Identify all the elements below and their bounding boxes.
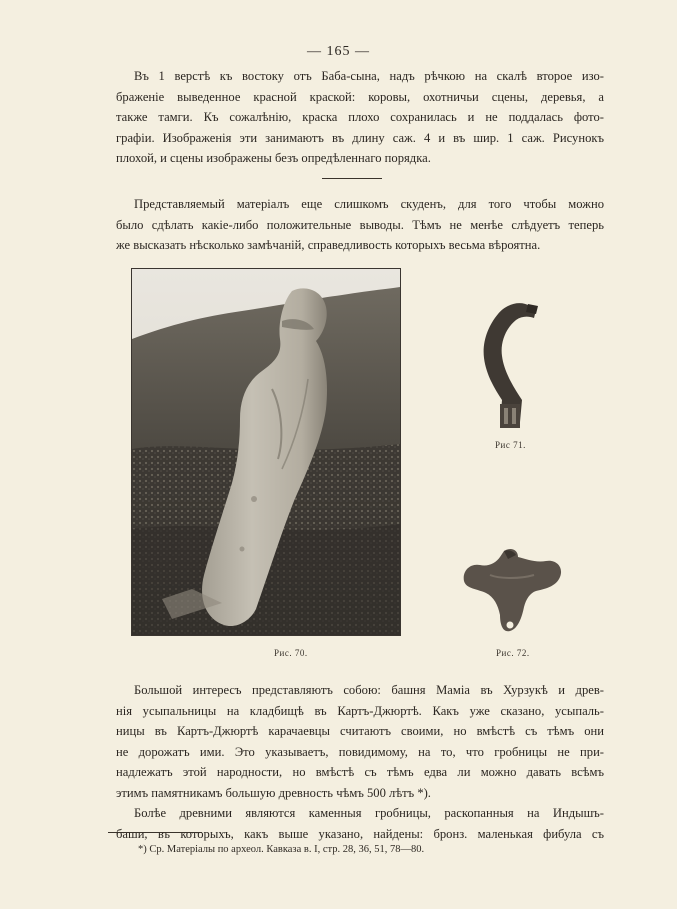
figure-70-photo — [131, 268, 401, 636]
text-line: Представляемый матеріалъ еще слишкомъ скуденъ, для того чтобы можно — [134, 197, 604, 211]
text-line: этимъ памятникамъ большую древность чѣмъ 500 лѣтъ *). — [116, 785, 431, 800]
text-line: надлежатъ этой народности, но вмѣстѣ съ тѣмъ едва ли можно давать всѣмъ — [116, 765, 604, 779]
text-line: графіи. Изображенія эти занимаютъ въ длину саж. 4 и въ шир. 1 саж. Рисунокъ — [116, 130, 604, 145]
figure-70-caption: Рис. 70. — [274, 648, 308, 658]
paragraph-2 — [116, 194, 604, 256]
text-line: Въ 1 верстѣ къ востоку отъ Баба-сына, надъ рѣчкою на скалѣ второе изо- — [134, 69, 604, 83]
text-line: также тамги. Къ сожалѣнію, краска плохо сохранилась и не поддалась фото- — [116, 110, 604, 124]
text-line: было сдѣлать какіе-либо положительные выводы. Тѣмъ не менѣе слѣдуетъ теперь — [116, 217, 604, 232]
figure-71-bronze-hook — [470, 296, 550, 438]
stone-statue-image — [132, 269, 400, 635]
section-divider — [322, 178, 382, 179]
text-line: ницы въ Картъ-Джюртѣ карачаевцы считаютъ своими, но вмѣстѣ съ тѣмъ они — [116, 724, 604, 738]
figure-72-bird-fibula — [460, 545, 566, 635]
paragraph-3 — [116, 680, 604, 844]
text-line: Большой интересъ представляютъ собою: башня Маміа въ Хурзукѣ и древ- — [134, 683, 604, 697]
paragraph-1 — [116, 66, 604, 169]
figure-71-caption: Рис 71. — [495, 440, 526, 450]
text-line: плохой, и сцены изображены безъ опредѣленнаго порядка. — [116, 151, 431, 165]
page-number: — 165 — — [307, 44, 370, 59]
text-line: браженіе выведенное красной краской: коровы, охотничьи сцены, деревья, а — [116, 89, 604, 104]
footnote: *) Ср. Матеріалы по археол. Кавказа в. I, стр. 28, 36, 51, 78—80. — [138, 844, 425, 855]
text-line: нія усыпальницы на кладбищѣ въ Картъ-Джюртѣ. Какъ уже сказано, усыпаль- — [116, 703, 604, 718]
figure-72-caption: Рис. 72. — [496, 648, 530, 658]
text-line: не дорожатъ ими. Это указываетъ, повидимому, на то, что гробницы не при- — [116, 744, 604, 759]
text-line: же высказать нѣсколько замѣчаній, справедливость которыхъ весьма вѣроятна. — [116, 238, 541, 252]
footnote-divider — [108, 832, 202, 833]
text-line: Болѣе древними являются каменныя гробницы, раскопанныя на Индышъ- — [134, 806, 604, 820]
text-line: баши, въ которыхъ, какъ выше указано, найдены: бронз. маленькая фибула съ — [116, 826, 604, 841]
